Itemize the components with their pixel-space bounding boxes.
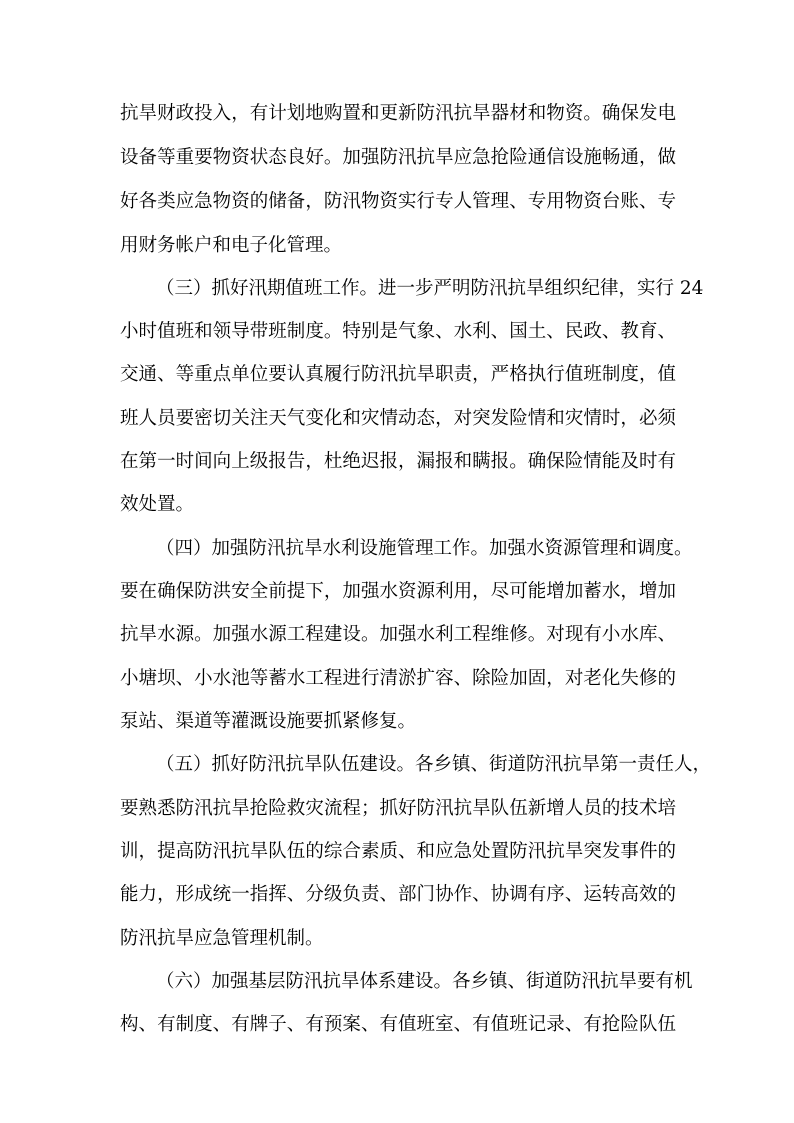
text-line: 设备等重要物资状态良好。加强防汛抗旱应急抢险通信设施畅通，做 [120, 147, 676, 168]
text-line: 构、有制度、有牌子、有预案、有值班室、有值班记录、有抢险队伍 [120, 1014, 676, 1035]
paragraph-heading-line: （三）抓好汛期值班工作。进一步严明防汛抗旱组织纪律，实行 24 [156, 278, 704, 299]
text-line: 要在确保防洪安全前提下，加强水资源利用，尽可能增加蓄水，增加 [120, 581, 676, 602]
text-line: 班人员要密切关注天气变化和灾情动态，对突发险情和灾情时，必须 [120, 408, 676, 429]
text-line: 抗旱水源。加强水源工程建设。加强水利工程维修。对现有小水库、 [120, 624, 676, 645]
text-line: 能力，形成统一指挥、分级负责、部门协作、协调有序、运转高效的 [120, 884, 676, 905]
text-line: 要熟悉防汛抗旱抢险救灾流程；抓好防汛抗旱队伍新增人员的技术培 [120, 798, 676, 819]
text-line: 泵站、渠道等灌溉设施要抓紧修复。 [120, 711, 417, 732]
text-line: 在第一时间向上级报告，杜绝迟报，漏报和瞒报。确保险情能及时有 [120, 451, 676, 472]
text-line: 小塘坝、小水池等蓄水工程进行清淤扩容、除险加固，对老化失修的 [120, 668, 676, 689]
text-line: 抗旱财政投入，有计划地购置和更新防汛抗旱器材和物资。确保发电 [120, 103, 676, 124]
paragraph-heading-line: （五）抓好防汛抗旱队伍建设。各乡镇、街道防汛抗旱第一责任人， [156, 754, 712, 775]
text-line: 效处置。 [120, 494, 195, 515]
text-line: 用财务帐户和电子化管理。 [120, 235, 343, 256]
text-line: 交通、等重点单位要认真履行防汛抗旱职责，严格执行值班制度，值 [120, 364, 676, 385]
text-line: 训，提高防汛抗旱队伍的综合素质、和应急处置防汛抗旱突发事件的 [120, 841, 676, 862]
paragraph-heading-line: （四）加强防汛抗旱水利设施管理工作。加强水资源管理和调度。 [156, 538, 693, 559]
paragraph-heading-line: （六）加强基层防汛抗旱体系建设。各乡镇、街道防汛抗旱要有机 [156, 971, 693, 992]
text-line: 小时值班和领导带班制度。特别是气象、水利、国土、民政、教育、 [120, 321, 676, 342]
text-line: 好各类应急物资的储备，防汛物资实行专人管理、专用物资台账、专 [120, 191, 676, 212]
text-line: 防汛抗旱应急管理机制。 [120, 928, 324, 949]
